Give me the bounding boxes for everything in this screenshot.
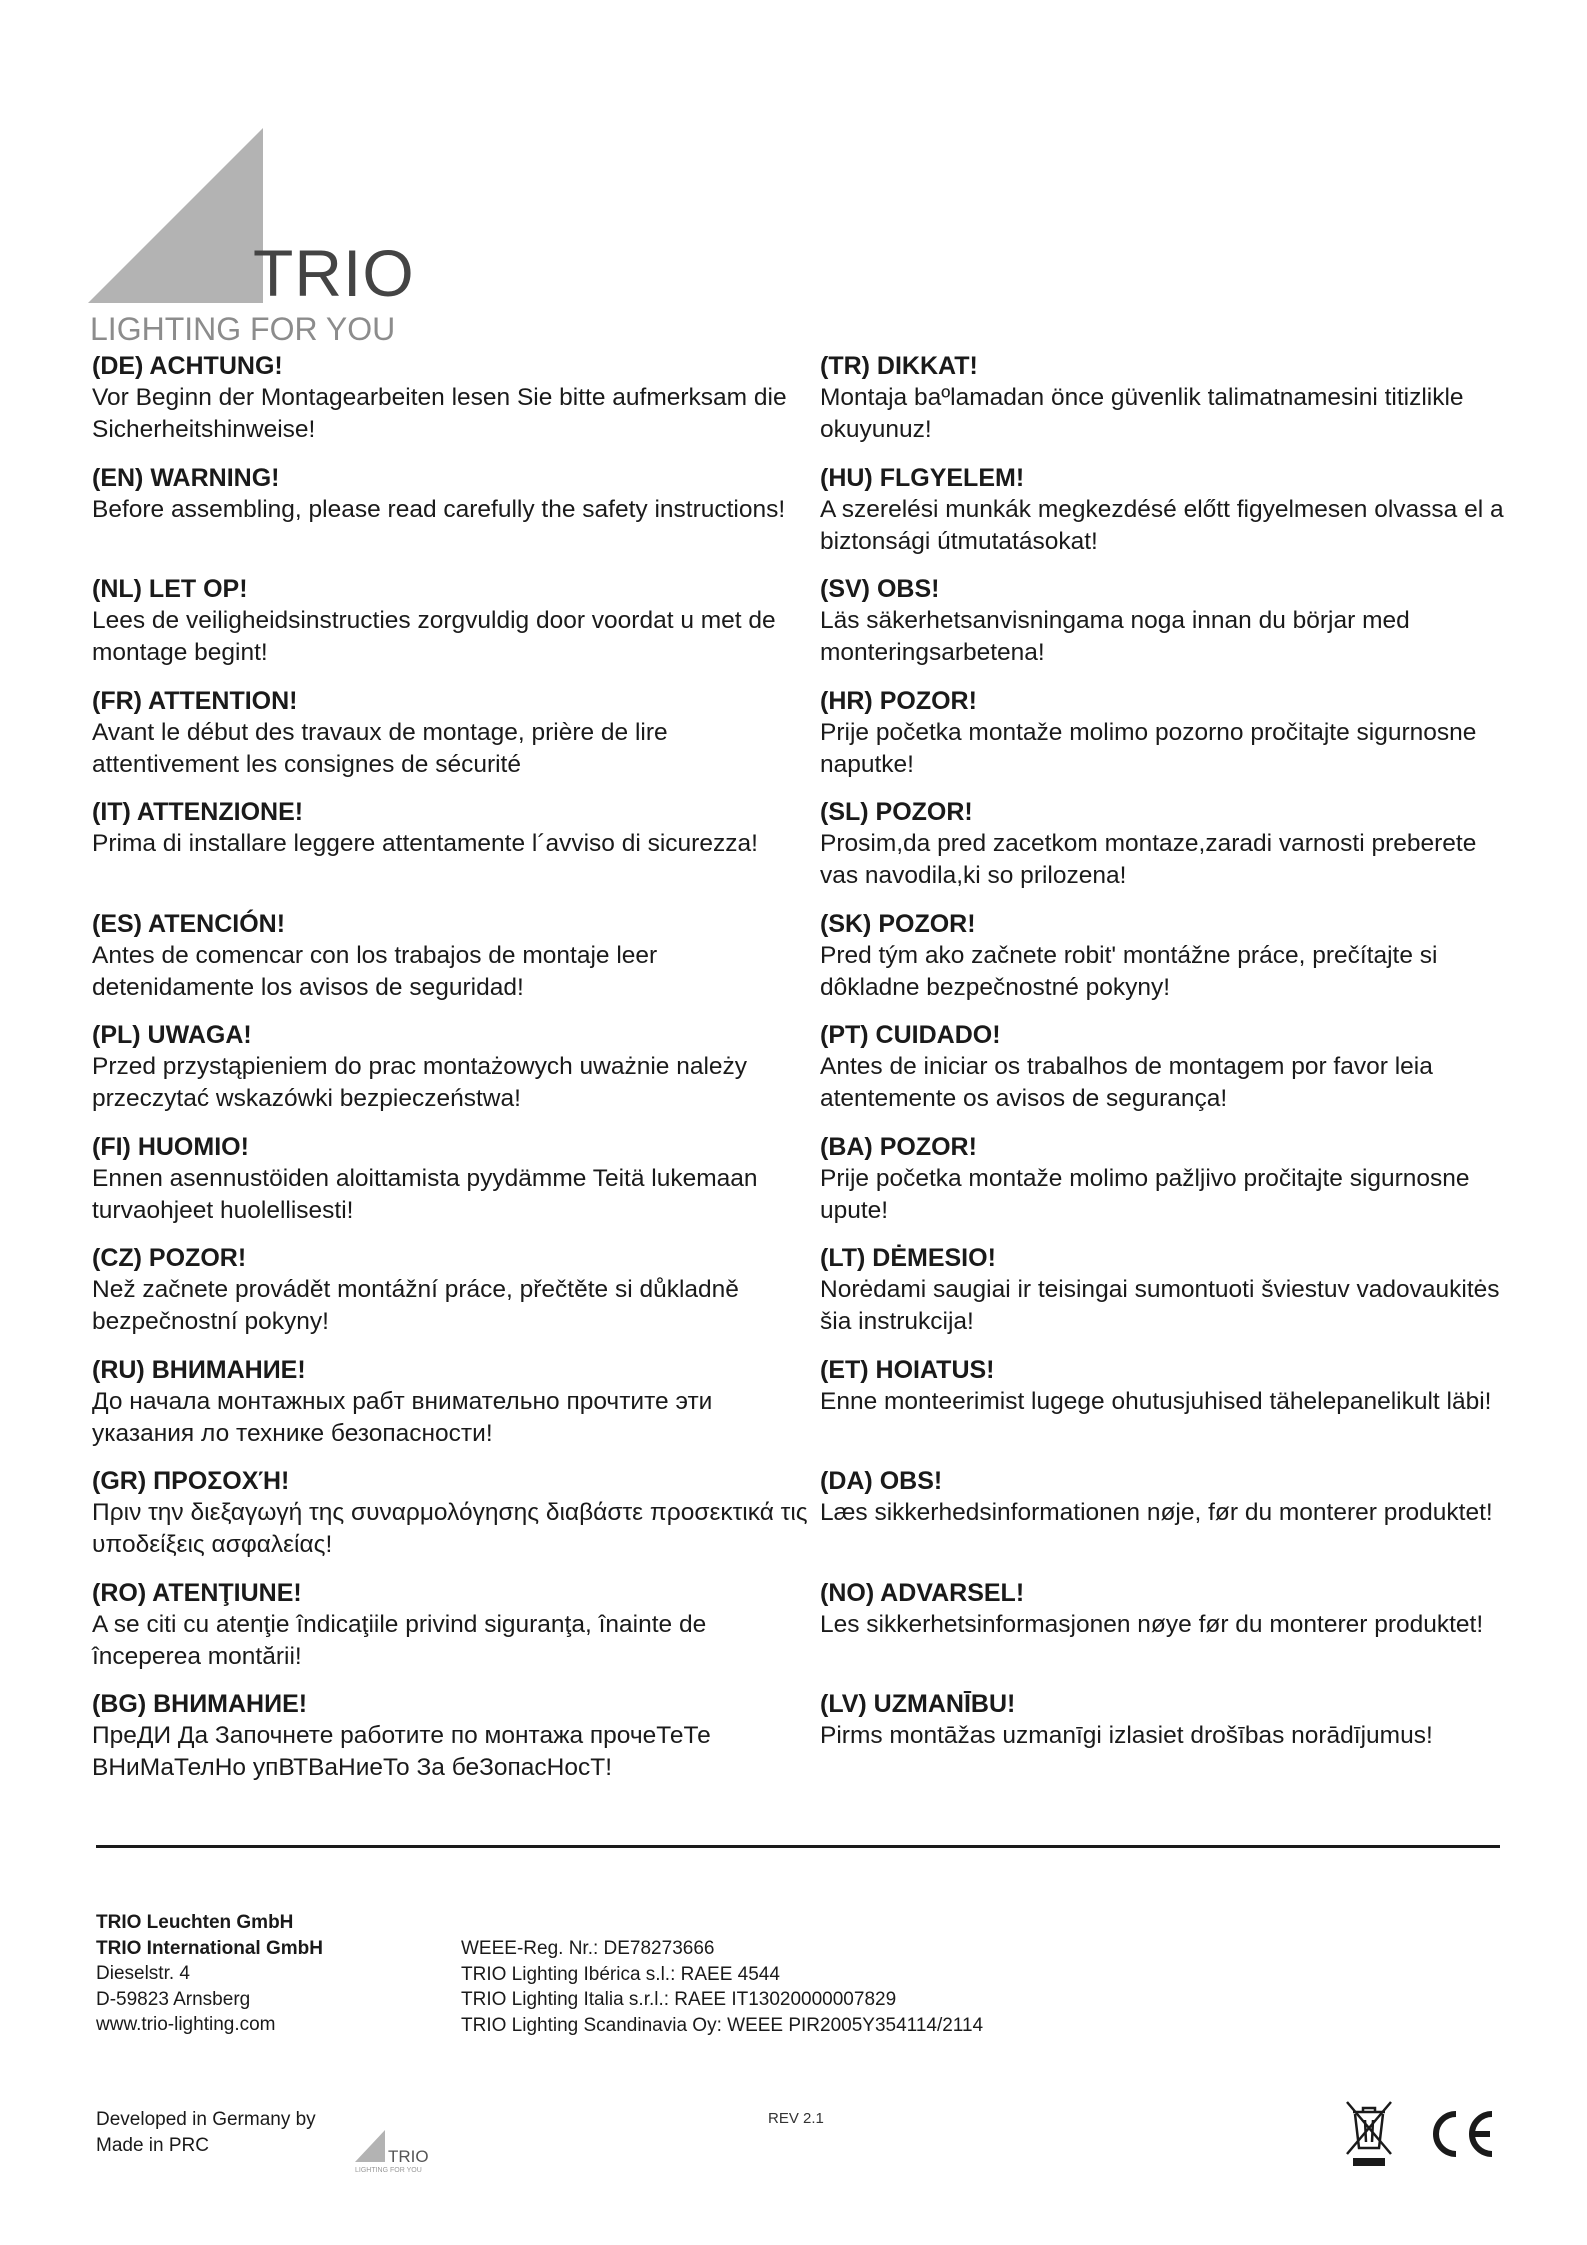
warning-title: (SV) OBS!: [820, 575, 940, 603]
revision-label: REV 2.1: [768, 2110, 824, 2127]
warning-text: Antes de iniciar os trabalhos de montagem por favor leia atentemente os avisos de segurança!: [820, 1053, 1433, 1112]
address-street: Dieselstr. 4: [96, 1963, 190, 1984]
warning-title: (EN) WARNING!: [92, 463, 280, 492]
warning-block-ba: [820, 1131, 1520, 1243]
warning-title: (ET) HOIATUS!: [820, 1355, 995, 1384]
warning-block-da: [820, 1465, 1520, 1577]
warning-block-no: [820, 1577, 1520, 1689]
warning-block-fi: [92, 1131, 812, 1243]
warning-block-en: [92, 462, 812, 574]
warning-text: Pirms montāžas uzmanīgi izlasiet drošības norādījumus!: [820, 1722, 1433, 1749]
warning-block-et: [820, 1354, 1520, 1466]
warning-text: Πριν την διεξαγωγή της συναρμολόγησης διαβάστε προσεκτικά τις υποδείξεις ασφαλείας!: [92, 1499, 808, 1558]
warning-title: (NL) LET OP!: [92, 575, 248, 603]
warning-block-tr: [820, 350, 1520, 462]
warning-text: Les sikkerhetsinformasjonen nøye før du monterer produktet!: [820, 1610, 1484, 1638]
warning-text: Prosim,da pred zacetkom montaze,zaradi varnosti preberete vas navodila,ki so prilozena!: [820, 830, 1477, 889]
warning-block-pt: [820, 1019, 1520, 1131]
warning-title: (LV) UZMANĪBU!: [820, 1690, 1016, 1718]
warning-text: Before assembling, please read carefully the safety instructions!: [92, 495, 786, 523]
logo-wordmark: TRIO: [253, 236, 415, 310]
ce-mark-icon: [1426, 2108, 1498, 2160]
warning-text: A szerelési munkák megkezdésé előtt figyelmesen olvassa el a biztonsági útmutatásokat!: [820, 495, 1504, 555]
warning-text: До начала монтажных рабт внимательно прочтите эти указания ло технике безопасности!: [92, 1387, 713, 1447]
warning-text: Ennen asennustöiden aloittamista pyydämme Teitä lukemaan turvaohjeet huolellisesti!: [92, 1164, 758, 1224]
warning-block-cz: [92, 1242, 812, 1354]
registration-line: TRIO Lighting Italia s.r.l.: RAEE IT13020000007829: [461, 1989, 897, 2010]
warning-block-gr: [92, 1465, 812, 1577]
warning-text: Läs säkerhetsanvisningama noga innan du börjar med monteringsarbetena!: [820, 607, 1410, 666]
warning-block-nl: [92, 573, 812, 685]
warning-block-ro: [92, 1577, 812, 1689]
trio-logo: [88, 128, 415, 347]
warning-title: (TR) DIKKAT!: [820, 352, 978, 380]
warning-block-de: [92, 350, 812, 462]
developed-in: Developed in Germany by: [96, 2109, 316, 2130]
warning-title: (HR) POZOR!: [820, 686, 977, 715]
warning-title: (IT) ATTENZIONE!: [92, 798, 304, 826]
registration-line: WEEE-Reg. Nr.: DE78273666: [461, 1938, 715, 1959]
warning-text: Læs sikkerhedsinformationen nøje, før du monterer produktet!: [820, 1499, 1493, 1526]
warning-title: (LT) DĖMESIO!: [820, 1244, 996, 1272]
warning-text: Enne monteerimist lugege ohutusjuhised tähelepanelikult läbi!: [820, 1387, 1492, 1415]
warning-text: Prima di installare leggere attentamente l´avviso di sicurezza!: [92, 830, 758, 857]
company-website: www.trio-lighting.com: [96, 2014, 276, 2035]
warning-title: (SL) POZOR!: [820, 798, 973, 826]
warning-text: Prije početka montaže molimo pozorno pročitajte sigurnosne naputke!: [820, 718, 1477, 778]
weee-registrations: [461, 1936, 983, 2038]
logo-triangle-icon: [88, 128, 268, 303]
warning-text: Než začnete provádět montážní práce, přečtěte si důkladně bezpečnostní pokyny!: [92, 1276, 739, 1335]
warning-title: (RU) ВНИМАНИЕ!: [92, 1355, 306, 1384]
warning-title: (PL) UWAGA!: [92, 1021, 252, 1049]
origin-note: [96, 2107, 316, 2158]
warning-title: (DE) ACHTUNG!: [92, 352, 283, 380]
warning-title: (FI) HUOMIO!: [92, 1132, 249, 1161]
warning-block-hr: [820, 685, 1520, 797]
warning-text: Vor Beginn der Montagearbeiten lesen Sie bitte aufmerksam die Sicherheitshinweise!: [92, 384, 787, 443]
warning-block-it: [92, 796, 812, 908]
registration-line: TRIO Lighting Ibérica s.l.: RAEE 4544: [461, 1963, 780, 1985]
warning-text: Avant le début des travaux de montage, prière de lire attentivement les consignes de sécurité: [92, 718, 668, 778]
company-address: [96, 1910, 323, 2038]
warning-block-ru: [92, 1354, 812, 1466]
warning-block-lt: [820, 1242, 1520, 1354]
warning-block-es: [92, 908, 812, 1020]
warning-title: (HU) FLGYELEM!: [820, 463, 1025, 492]
warning-block-sv: [820, 573, 1520, 685]
warning-block-bg: [92, 1688, 812, 1800]
warning-title: (CZ) POZOR!: [92, 1244, 247, 1272]
warning-block-lv: [820, 1688, 1520, 1800]
company-name-leuchten: TRIO Leuchten GmbH: [96, 1912, 294, 1933]
warning-block-fr: [92, 685, 812, 797]
warning-block-sl: [820, 796, 1520, 908]
trio-mini-logo-icon: [355, 2120, 440, 2182]
warnings-right-column: [820, 350, 1520, 1800]
warning-title: (NO) ADVARSEL!: [820, 1578, 1025, 1607]
warning-text: ПреДИ Да Започнете работите по монтажа прочеТеТе ВНиМаТелНо упВТВаНиеТо За беЗопасНосТ!: [92, 1722, 711, 1781]
warning-title: (BG) ВНИМАНИЕ!: [92, 1690, 308, 1718]
warning-title: (GR) ΠΡΟΣΟΧΉ!: [92, 1467, 290, 1495]
warning-block-pl: [92, 1019, 812, 1131]
warning-text: Pred tým ako začnete robit' montážne práce, prečítajte si dôkladne bezpečnostné pokyny!: [820, 941, 1438, 1001]
warning-text: A se citi cu atenţie îndicaţiile privind siguranţa, înainte de începerea montării!: [92, 1610, 707, 1670]
warning-text: Lees de veiligheidsinstructies zorgvuldig door voordat u met de montage begint!: [92, 607, 776, 666]
warning-title: (SK) POZOR!: [820, 909, 976, 938]
svg-text:LIGHTING FOR YOU: LIGHTING FOR YOU: [355, 2167, 422, 2174]
warning-title: (RO) ATENŢIUNE!: [92, 1578, 302, 1607]
company-name-international: TRIO International GmbH: [96, 1937, 323, 1959]
warning-text: Montaja baºlamadan önce güvenlik talimatnamesini titizlikle okuyunuz!: [820, 384, 1464, 443]
footer-divider: [96, 1845, 1500, 1848]
warning-title: (PT) CUIDADO!: [820, 1021, 1001, 1049]
warning-text: Norėdami saugiai ir teisingai sumontuoti šviestuv vadovaukitės šia instrukcija!: [820, 1276, 1500, 1335]
warning-text: Prije početka montaže molimo pažljivo pročitajte sigurnosne upute!: [820, 1164, 1470, 1224]
warning-text: Przed przystąpieniem do prac montażowych uważnie należy przeczytać wskazówki bezpieczeństwa!: [92, 1053, 748, 1112]
warnings-left-column: [92, 350, 812, 1800]
warning-block-hu: [820, 462, 1520, 574]
warning-title: (BA) POZOR!: [820, 1132, 977, 1161]
warning-title: (FR) ATTENTION!: [92, 686, 298, 715]
address-city: D-59823 Arnsberg: [96, 1988, 251, 2010]
warning-title: (DA) OBS!: [820, 1467, 943, 1495]
warning-text: Antes de comencar con los trabajos de montaje leer detenidamente los avisos de seguridad!: [92, 941, 658, 1001]
crossed-out-bin-icon: [1343, 2096, 1395, 2168]
svg-text:TRIO: TRIO: [388, 2147, 429, 2166]
logo-tagline: LIGHTING FOR YOU: [90, 311, 396, 347]
made-in: Made in PRC: [96, 2134, 209, 2156]
warning-block-sk: [820, 908, 1520, 1020]
warning-title: (ES) ATENCIÓN!: [92, 909, 286, 938]
registration-line: TRIO Lighting Scandinavia Oy: WEEE PIR2005Y354114/2114: [461, 2014, 984, 2036]
